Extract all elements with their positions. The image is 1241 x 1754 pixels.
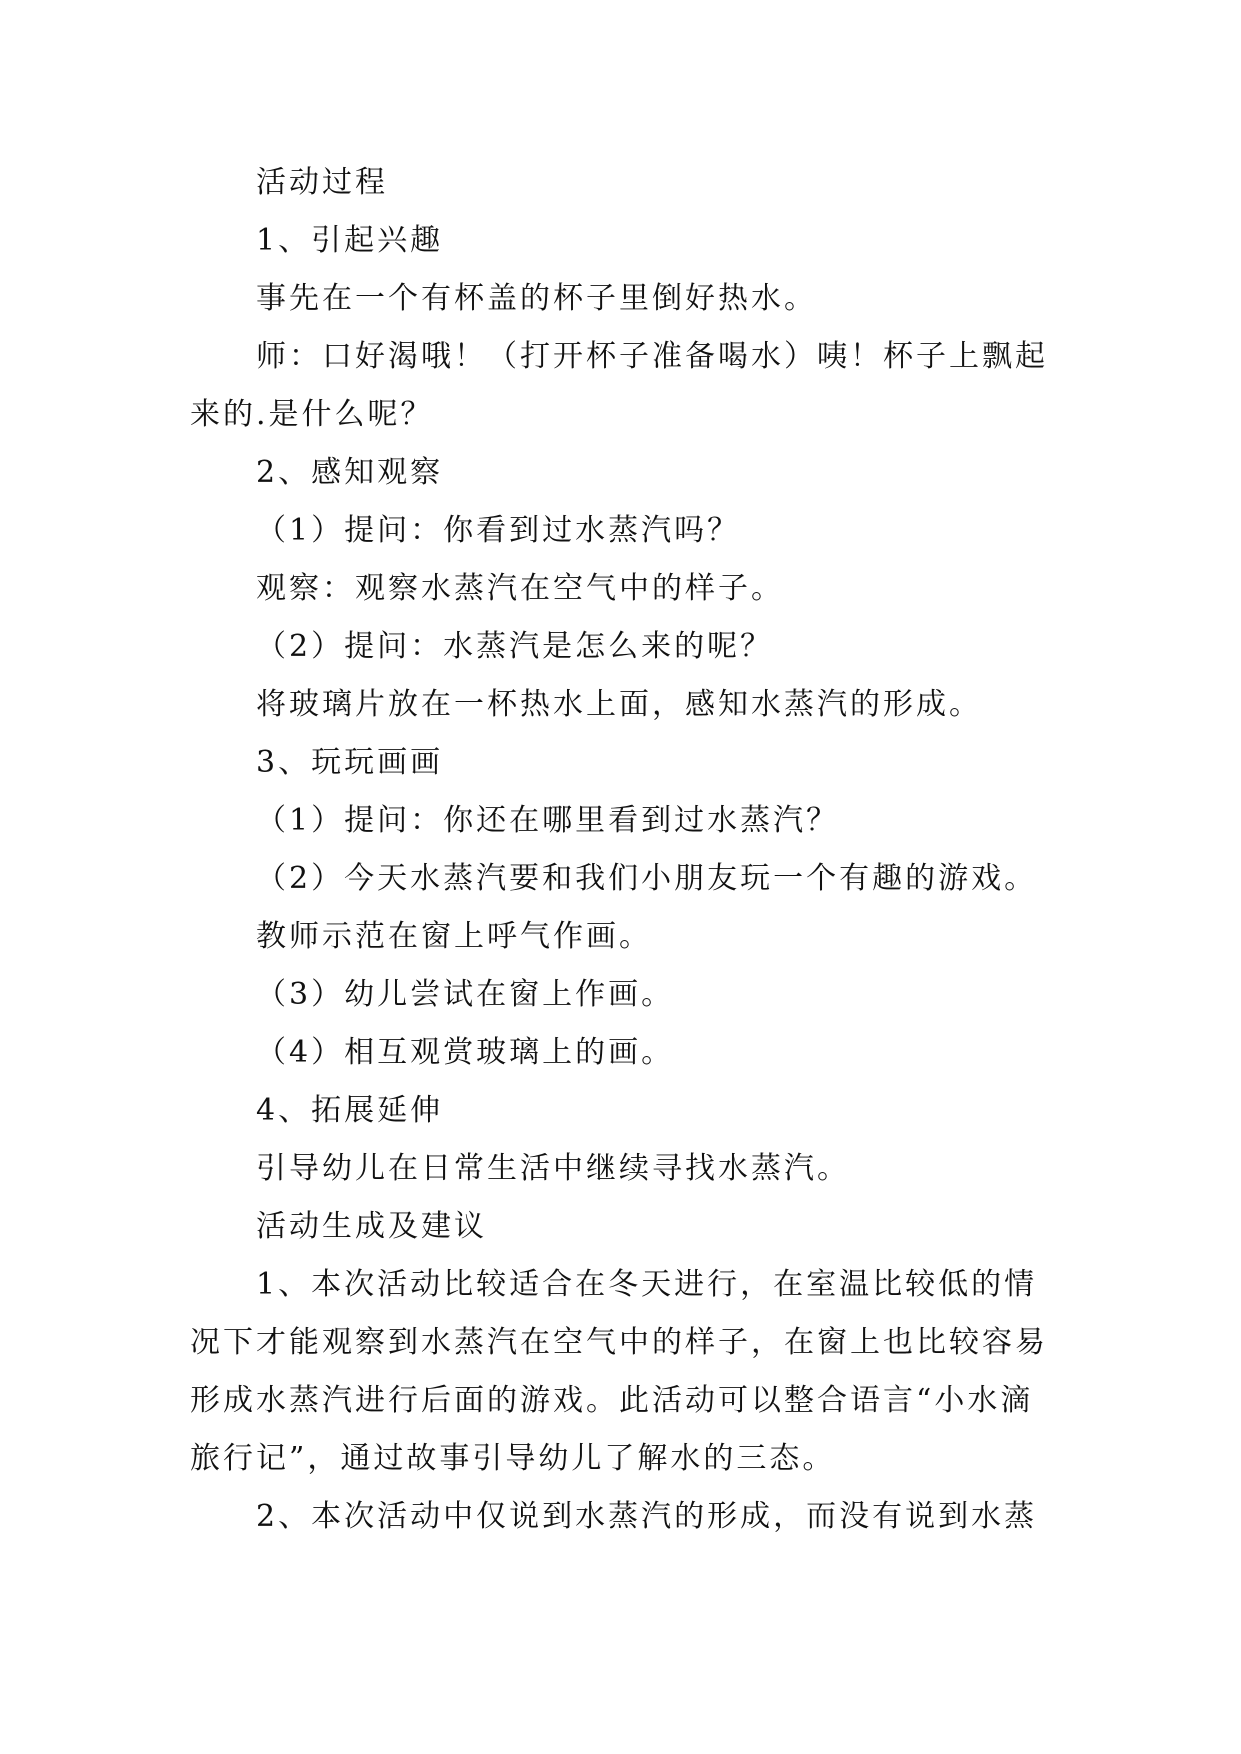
step-heading-1: 1、引起兴趣 (256, 223, 444, 258)
paragraph-line: （3）幼儿尝试在窗上作画。 (256, 977, 675, 1012)
step-heading-3: 3、玩玩画画 (256, 745, 444, 780)
document-body (190, 154, 1052, 1546)
paragraph-line: 观察：观察水蒸汽在空气中的样子。 (256, 571, 784, 606)
section-heading-suggestions: 活动生成及建议 (256, 1209, 487, 1244)
paragraph-line: 1、本次活动比较适合在冬天进行，在室温比较低的情 (256, 1267, 1038, 1302)
paragraph-line: 将玻璃片放在一杯热水上面，感知水蒸汽的形成。 (256, 687, 982, 722)
paragraph-line: 引导幼儿在日常生活中继续寻找水蒸汽。 (256, 1151, 850, 1186)
paragraph-line: 形成水蒸汽进行后面的游戏。此活动可以整合语言“小水滴 (190, 1383, 1034, 1418)
paragraph-line: 况下才能观察到水蒸汽在空气中的样子，在窗上也比较容易 (190, 1325, 1048, 1360)
paragraph-line: （2）提问：水蒸汽是怎么来的呢？ (256, 629, 774, 664)
paragraph-line: 教师示范在窗上呼气作画。 (256, 919, 652, 954)
paragraph-line: 来的.是什么呢？ (190, 397, 434, 432)
paragraph-line: 师：口好渴哦！（打开杯子准备喝水）咦！杯子上飘起 (256, 339, 1048, 374)
section-heading-activity-process: 活动过程 (256, 165, 388, 200)
paragraph-line: （1）提问：你看到过水蒸汽吗？ (256, 513, 741, 548)
paragraph-line: （4）相互观赏玻璃上的画。 (256, 1035, 675, 1070)
paragraph-line: 事先在一个有杯盖的杯子里倒好热水。 (256, 281, 817, 316)
paragraph-line: （2）今天水蒸汽要和我们小朋友玩一个有趣的游戏。 (256, 861, 1038, 896)
paragraph-line: 旅行记”，通过故事引导幼儿了解水的三态。 (190, 1441, 836, 1476)
paragraph-line: 2、本次活动中仅说到水蒸汽的形成，而没有说到水蒸 (256, 1499, 1038, 1534)
step-heading-4: 4、拓展延伸 (256, 1093, 444, 1128)
paragraph-line: （1）提问：你还在哪里看到过水蒸汽？ (256, 803, 840, 838)
step-heading-2: 2、感知观察 (256, 455, 444, 490)
